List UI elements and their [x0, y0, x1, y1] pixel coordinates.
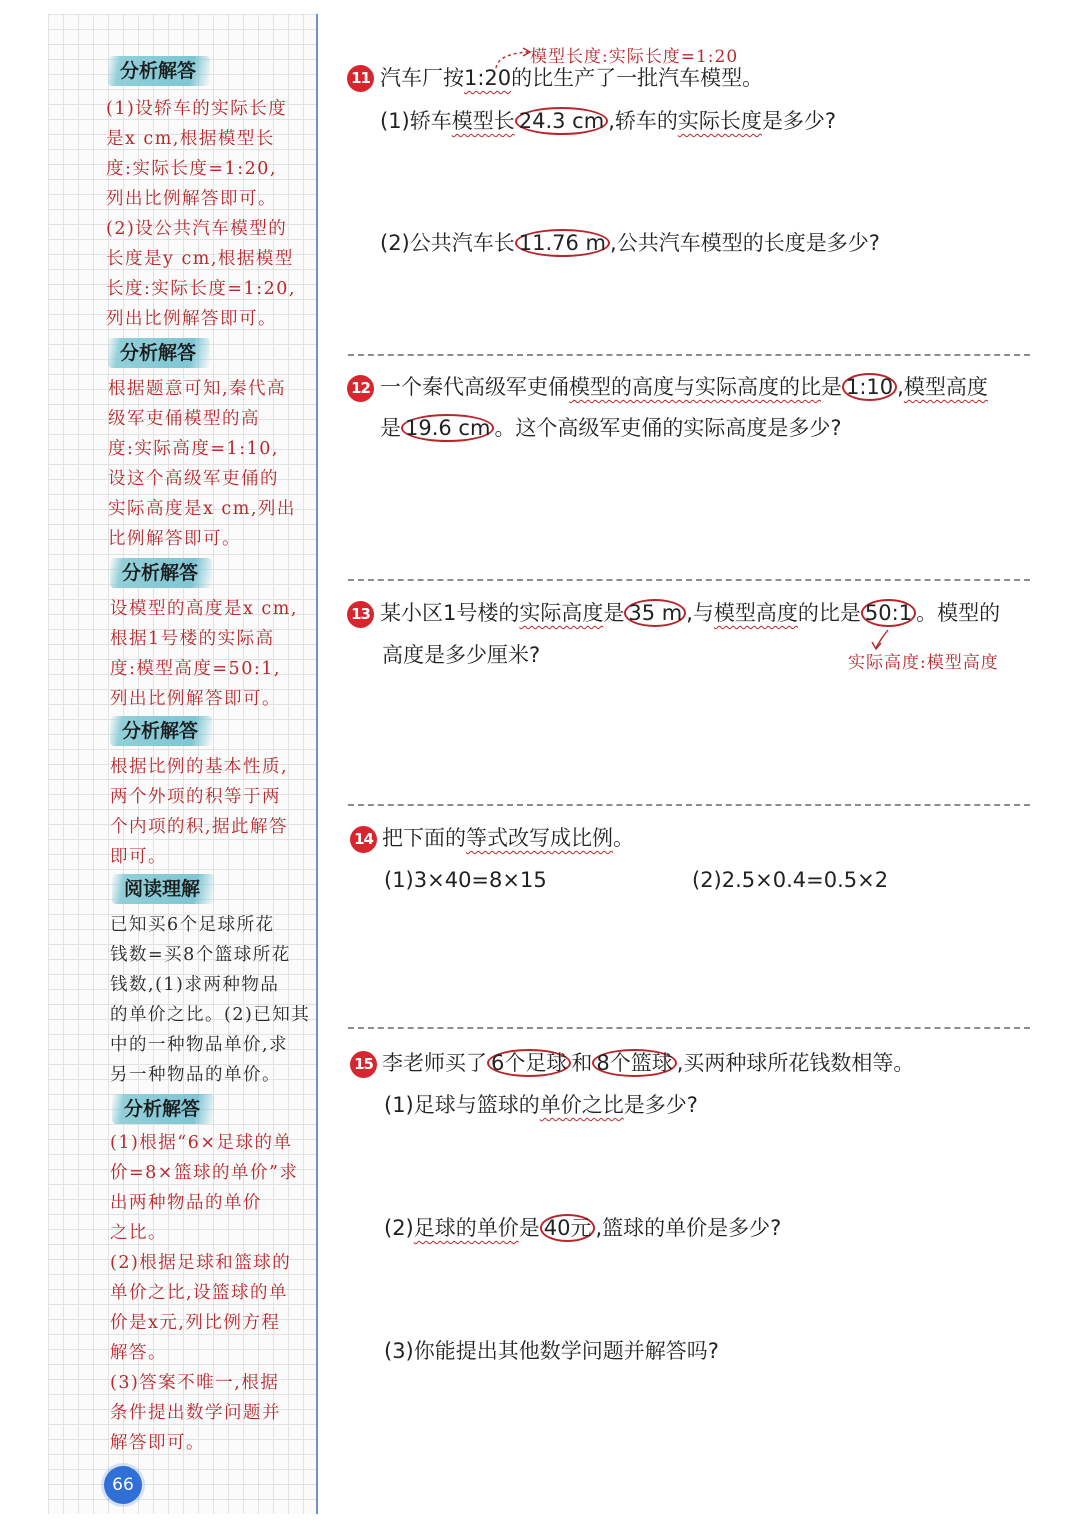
q15-p2-circled-value: 40元 [540, 1214, 596, 1242]
q13-arrowhead [872, 642, 881, 649]
q12-underlined: 模型高度 [903, 375, 988, 399]
q14-part-2: (2)2.5×0.4=0.5×2 [692, 868, 889, 892]
q15-p1-text: 是多少? [623, 1093, 698, 1117]
sidebar-label-analysis: 分析解答 [110, 716, 212, 746]
q15-text: 和 [571, 1051, 593, 1075]
q12-number-badge: 12 [347, 375, 374, 402]
q11-p2-text: (2)公共汽车长 [380, 231, 515, 255]
q13-number-badge: 13 [347, 601, 374, 628]
q15-p1-text: (1)足球与篮球的 [384, 1093, 540, 1117]
q13-text: 的比是 [797, 601, 861, 625]
hint-line: (2)设公共汽车模型的 [106, 219, 288, 239]
q12-text: 一个秦代高级军吏俑 [380, 375, 569, 399]
hint-line: (1)设轿车的实际长度 [106, 99, 288, 119]
hint-line: 实际高度是x cm,列出 [108, 499, 296, 519]
q12-text: , [897, 375, 904, 399]
q11-p2-circled-value: 11.76 m [515, 229, 610, 257]
q15-p2-text: ,篮球的单价是多少? [595, 1216, 782, 1240]
hint-line: 已知买6个足球所花 [110, 915, 275, 935]
q11-p2-text: ,公共汽车模型的长度是多少? [610, 231, 880, 255]
q13-text: 。模型的 [916, 601, 1001, 625]
q13-circled-ratio: 50:1 [861, 599, 916, 627]
q15-p1-underlined: 单价之比 [539, 1093, 624, 1117]
hint-line: 解答即可。 [110, 1433, 205, 1453]
hint-line: 长度:实际长度=1:20, [106, 279, 296, 299]
page-number-badge: 66 [104, 1466, 142, 1504]
hint-line: 列出比例解答即可。 [106, 189, 277, 209]
q12-text: 是 [380, 416, 401, 440]
hint-line: 之比。 [110, 1223, 167, 1243]
q12-text: 。这个高级军吏俑的实际高度是多少? [494, 416, 842, 440]
q15-text: ,买两种球所花钱数相等。 [676, 1051, 915, 1075]
q13-underlined: 实际高度 [519, 601, 604, 625]
q15-part-3: (3)你能提出其他数学问题并解答吗? [384, 1339, 719, 1363]
q11-p1-text: ,轿车的 [608, 109, 678, 133]
q13-line-2: 高度是多少厘米? [382, 643, 541, 667]
q15-p2-underlined: 足球的单价 [413, 1216, 519, 1240]
q12-circled-value: 19.6 cm [401, 414, 494, 442]
q12-underlined: 模型的高度与实际高度的比 [569, 375, 821, 399]
q13-annotation: 实际高度:模型高度 [848, 653, 999, 673]
hint-line: 级军吏俑模型的高 [108, 409, 260, 429]
q13-text: ,与 [686, 601, 714, 625]
hint-line: 两个外项的积等于两 [110, 787, 281, 807]
hint-line: 出两种物品的单价 [110, 1193, 262, 1213]
q11-stem-text: 汽车厂按 [380, 66, 464, 90]
q15-circled-value: 8个篮球 [592, 1049, 676, 1077]
q11-p1-circled-value: 24.3 cm [515, 107, 608, 135]
hint-line: 个内项的积,据此解答 [110, 817, 289, 837]
hint-line: (1)根据“6×足球的单 [110, 1133, 293, 1153]
q13-text: 是 [603, 601, 625, 625]
hint-line: 是x cm,根据模型长 [106, 129, 275, 149]
q14-number-badge: 14 [350, 826, 377, 853]
hint-line: 长度是y cm,根据模型 [106, 249, 294, 269]
hint-line: 度:实际高度=1:10, [108, 439, 279, 459]
hint-line: 根据题意可知,秦代高 [108, 379, 287, 399]
hint-line: 解答。 [110, 1343, 167, 1363]
q15-text: 李老师买了 [382, 1051, 487, 1075]
q13-text: 某小区1号楼的 [380, 601, 520, 625]
hint-line: 的单价之比。(2)已知其 [110, 1005, 311, 1025]
q15-number-badge: 15 [350, 1051, 377, 1078]
sidebar-label-reading: 阅读理解 [112, 874, 214, 904]
q15-circled-value: 6个足球 [487, 1049, 571, 1077]
q12-circled-ratio: 1:10 [842, 373, 897, 401]
hint-line: 钱数,(1)求两种物品 [110, 975, 280, 995]
hint-line: 列出比例解答即可。 [106, 309, 277, 329]
hint-line: 单价之比,设篮球的单 [110, 1283, 289, 1303]
q11-arrow [496, 52, 528, 68]
q14-text: 把下面的 [382, 826, 466, 850]
q11-p1-underlined: 模型长 [451, 109, 515, 133]
hint-line: 中的一种物品单价,求 [110, 1035, 289, 1055]
sidebar-label-analysis: 分析解答 [110, 558, 212, 588]
hint-line: (3)答案不唯一,根据 [110, 1373, 280, 1393]
hint-line: (2)根据足球和篮球的 [110, 1253, 292, 1273]
sidebar-label-analysis: 分析解答 [108, 338, 210, 368]
sidebar-label-analysis: 分析解答 [112, 1094, 214, 1124]
q11-p1-text: 是多少? [761, 109, 837, 133]
q13-underlined: 模型高度 [713, 601, 798, 625]
hint-line: 比例解答即可。 [108, 529, 241, 549]
q14-text: 。 [613, 826, 634, 850]
q13-arrow [876, 630, 888, 648]
q15-p2-text: (2) [384, 1216, 414, 1240]
hint-line: 根据1号楼的实际高 [110, 629, 275, 649]
hint-line: 列出比例解答即可。 [110, 689, 281, 709]
q11-number-badge: 11 [347, 65, 374, 92]
q12-text: 是 [821, 375, 842, 399]
hint-line: 钱数=买8个篮球所花 [110, 945, 291, 965]
q11-p1-underlined: 实际长度 [677, 109, 762, 133]
hint-line: 根据比例的基本性质, [110, 757, 289, 777]
hint-line: 价=8×篮球的单价”求 [110, 1163, 299, 1183]
q13-circled-value: 35 m [624, 599, 686, 627]
q11-stem-text: 的比生产了一批汽车模型。 [511, 66, 764, 90]
hint-line: 设这个高级军吏俑的 [108, 469, 279, 489]
hint-line: 度:模型高度=50:1, [110, 659, 281, 679]
q11-p1-text: (1)轿车 [380, 109, 452, 133]
hint-line: 即可。 [110, 847, 167, 867]
sidebar-label-analysis: 分析解答 [108, 56, 210, 86]
hint-line: 条件提出数学问题并 [110, 1403, 281, 1423]
hint-line: 另一种物品的单价。 [110, 1065, 281, 1085]
hint-line: 度:实际长度=1:20, [106, 159, 277, 179]
q14-underlined: 等式改写成比例 [466, 826, 613, 850]
q14-part-1: (1)3×40=8×15 [384, 868, 547, 892]
hint-line: 价是x元,列比例方程 [110, 1313, 281, 1333]
q11-annotation: 模型长度:实际长度=1:20 [530, 47, 739, 67]
hint-line: 设模型的高度是x cm, [110, 599, 298, 619]
q11-ratio: 1:20 [464, 66, 512, 90]
q15-p2-text: 是 [518, 1216, 540, 1240]
